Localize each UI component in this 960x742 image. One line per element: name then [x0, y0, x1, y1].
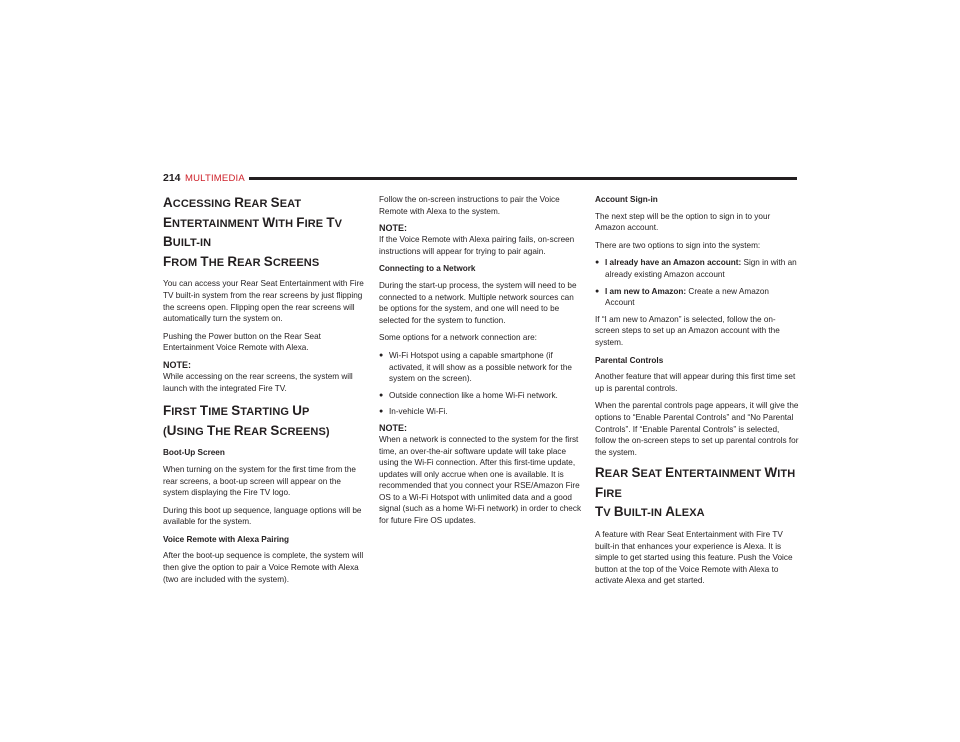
bullet-icon: ● [595, 287, 600, 295]
paragraph: There are two options to sign into the system: [595, 240, 761, 250]
list-item [379, 350, 583, 385]
list-item-lead: I already have an Amazon account: [605, 258, 742, 268]
note-text: While accessing on the rear screens, the system will launch with the integrated Fire TV. [163, 371, 353, 393]
paragraph: Pushing the Power button on the Rear Seat Entertainment Voice Remote with Alexa. [163, 331, 321, 353]
heading-first-time-starting-up [163, 402, 367, 441]
list-item [379, 390, 583, 402]
column-1 [163, 194, 367, 591]
paragraph: Some options for a network connection are: [379, 333, 537, 343]
note-label: NOTE: [379, 422, 407, 433]
note-label: NOTE: [163, 359, 191, 370]
heading-line: (USING THE REAR SCREENS) [163, 422, 330, 438]
bullet-icon: ● [379, 391, 384, 399]
heading-rear-seat-alexa [595, 464, 799, 523]
list-item-text: Create a new Amazon Account [605, 286, 769, 308]
list-item [595, 257, 799, 280]
list-item [379, 406, 583, 418]
heading-line: FIRST TIME STARTING UP [163, 403, 310, 419]
paragraph: During this boot up sequence, language options will be available for the system. [163, 505, 362, 527]
paragraph: You can access your Rear Seat Entertainment with Fire TV built-in system from the rear screens by just flipping the screens open. Flipping open the rear screens will automatically turn the system on. [163, 279, 364, 324]
heading-line: FROM THE REAR SCREENS [163, 253, 320, 269]
subheading-connecting-to-network: Connecting to a Network [379, 264, 476, 274]
list-item-text: Wi-Fi Hotspot using a capable smartphone (if activated, it will show as a possible network for the system on the screen). [389, 350, 572, 384]
paragraph: During the start-up process, the system will need to be connected to a network. Multiple network sources can be options for the system, and one will need to be selected for the system to function. [379, 280, 577, 325]
heading-accessing-rear-seat [163, 194, 367, 272]
list-item [595, 286, 799, 309]
list-item-text: In-vehicle Wi-Fi. [389, 407, 448, 417]
subheading-parental-controls: Parental Controls [595, 355, 664, 365]
heading-line: REAR SEAT ENTERTAINMENT WITH FIRE [595, 465, 796, 500]
bullet-icon: ● [379, 408, 384, 416]
list-item-text: Outside connection like a home Wi-Fi network. [389, 390, 558, 400]
column-3 [595, 194, 799, 593]
subheading-voice-remote-pairing: Voice Remote with Alexa Pairing [163, 534, 290, 544]
subheading-account-sign-in: Account Sign-in [595, 195, 658, 204]
page-number: 214 [163, 172, 181, 184]
list-item-text: Sign in with an already existing Amazon account [605, 258, 797, 279]
section-title: MULTIMEDIA [185, 172, 245, 184]
paragraph: Follow the on-screen instructions to pair the Voice Remote with Alexa to the system. [379, 195, 560, 216]
paragraph: When turning on the system for the first time from the rear screens, a boot-up screen will appear on the system displaying the Fire TV logo. [163, 464, 356, 498]
list-item-lead: I am new to Amazon: [605, 286, 687, 296]
paragraph: If “I am new to Amazon” is selected, follow the on-screen steps to set up an Amazon account with the system. [595, 314, 780, 347]
heading-line: ENTERTAINMENT WITH FIRE TV BUILT-IN [163, 214, 343, 250]
paragraph: After the boot-up sequence is complete, the system will then give the option to pair a Voice Remote with Alexa (two are included with the system). [163, 551, 364, 584]
page-header [163, 172, 797, 186]
paragraph: A feature with Rear Seat Entertainment with Fire TV built-in that enhances your experience is Alexa. It is simple to get started using this feature. Push the Voice button at the top of the Voice Remote with Alexa to activate Alexa and get started. [595, 530, 793, 586]
paragraph: The next step will be the option to sign in to your Amazon account. [595, 211, 771, 233]
heading-line: ACCESSING REAR SEAT [163, 195, 302, 210]
bullet-icon: ● [595, 259, 600, 267]
note-text: When a network is connected to the system for the first time, an over-the-air software update will take place using the Wi-Fi connection. After this first-time update, updates will only accrue when one is available. It is recommended that you connect your RSE/Amazon Fire OS to a Wi-Fi Hotspot with unlimited data and a good signal (such as a home Wi-Fi network) in order to check for future Fire OS updates. [379, 434, 582, 526]
paragraph: Another feature that will appear during this first time set up is parental controls. [595, 372, 796, 393]
header-rule [249, 177, 797, 180]
paragraph: When the parental controls page appears, it will give the options to “Enable Parental Controls” and “No Parental Controls”. If “Enable Parental Controls” is selected, follow the on-screen steps to set up parental controls for the system. [595, 401, 799, 457]
note-text: If the Voice Remote with Alexa pairing fails, on-screen instructions will appear for trying to pair again. [379, 235, 575, 256]
heading-line: TV BUILT-IN ALEXA [595, 504, 705, 520]
note-label: NOTE: [379, 223, 407, 234]
column-2 [379, 194, 583, 533]
bullet-icon: ● [379, 351, 384, 359]
subheading-boot-up-screen: Boot-Up Screen [163, 448, 225, 458]
